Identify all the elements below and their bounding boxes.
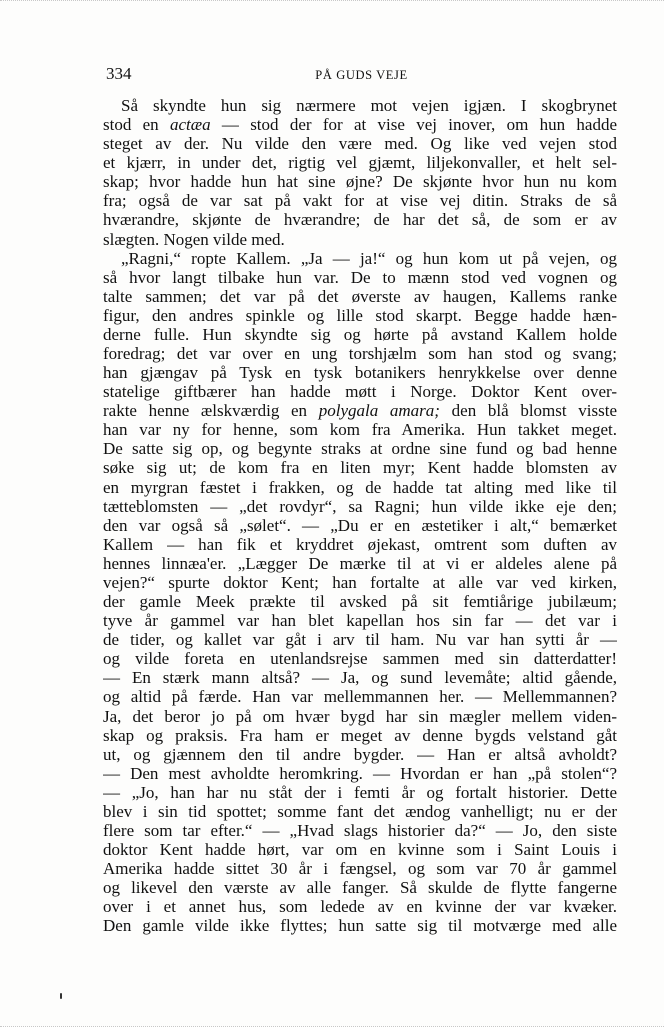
text-line: slægten. Nogen vilde med. xyxy=(103,229,285,249)
text-line: de tider, og kallet var gåt i arv til ham. Nu var han sytti år — xyxy=(103,630,617,650)
italic-term: polygala amara; xyxy=(318,401,440,421)
text-line: Amerika hadde sittet 30 år i fængsel, og som var 70 år gammel xyxy=(103,859,617,879)
text-line: et kjærr, in under det, rigtig vel gjæmt, liljekonvaller, et helt sel- xyxy=(103,153,617,173)
text-line: Kallem — han fik et kryddret øjekast, omtrent som duften av xyxy=(103,534,617,554)
ink-speck xyxy=(60,993,62,999)
text-line: og likevel den værste av alle fanger. Så skulde de flytte fangerne xyxy=(103,878,617,898)
text-line: De satte sig op, og begynte straks at ordne sine fund og bad henne xyxy=(103,439,617,459)
body-text xyxy=(103,96,617,935)
text-line: stod en actæa — stod der for at vise vej inover, om hun hadde xyxy=(103,115,617,135)
text-line: — Den mest avholdte heromkring. — Hvordan er han „på stolen“? xyxy=(103,763,617,783)
text-line: doktor Kent hadde hørt, var om en kvinne som i Saint Louis i xyxy=(103,840,617,860)
text-line: den var også så „sølet“. — „Du er en æstetiker i alt,“ bemærket xyxy=(103,515,617,535)
text-line: — En stærk mann altså? — Ja, og sund levemåte; altid gående, xyxy=(103,668,617,688)
page-header xyxy=(106,64,617,88)
text-line: „Ragni,“ ropte Kallem. „Ja — ja!“ og hun kom ut på vejen, og xyxy=(121,248,617,268)
page-number: 334 xyxy=(106,64,132,83)
text-line: foredrag; det var over en ung torshjælm som han stod og svang; xyxy=(103,344,617,364)
text-line: og altid på færde. Han var mellemmannen her. — Mellemmannen? xyxy=(103,687,617,707)
text-line: steget av der. Nu vilde den være med. Og like ved vejen stod xyxy=(103,134,617,154)
text-line: skap og praksis. Fra ham er meget av denne bygds velstand gåt xyxy=(103,725,617,745)
text-line: søke sig ut; de kom fra en liten myr; Kent hadde blomsten av xyxy=(103,458,617,478)
italic-term: actæa xyxy=(169,115,211,135)
text-line: blev i sin tid spottet; somme fant det ændog vanhelligt; nu er der xyxy=(103,801,617,821)
text-line: Den gamle vilde ikke flyttes; hun satte sig til motværge med alle xyxy=(103,916,617,936)
text-line: han var ny for henne, som kom fra Amerika. Hun takket meget. xyxy=(103,420,617,440)
text-line: tætteblomsten — „det rovdyr“, sa Ragni; hun vilde ikke eje den; xyxy=(103,496,617,516)
top-edge-border xyxy=(0,0,664,5)
text-line: over i et annet hus, som ledede av en kvinne der var kvæker. xyxy=(103,897,617,917)
text-line: ut, og gjænnem den til andre bygder. — Han er altså avholdt? xyxy=(103,744,617,764)
text-line: statelige giftbærer han hadde møtt i Norge. Doktor Kent over- xyxy=(103,382,617,402)
text-line: — „Jo, han har nu ståt der i femti år og fortalt historier. Dette xyxy=(103,782,617,802)
text-line: Så skyndte hun sig nærmere mot vejen igjæn. I skogbrynet xyxy=(121,96,617,115)
text-line: skap; hvor hadde hun hat sine øjne? De skjønte hvor hun nu kom xyxy=(103,172,617,192)
text-line: Ja, det beror jo på om hvær bygd har sin mægler mellem viden- xyxy=(103,706,617,726)
text-line: flere som tar efter.“ — „Hvad slags historier da?“ — Jo, den siste xyxy=(103,820,617,840)
text-line: han gjængav på Tysk en tysk botanikers henrykkelse over denne xyxy=(103,363,617,383)
text-line: figur, den andres spinkle og lille stod skarpt. Begge hadde hæn- xyxy=(103,305,617,325)
text-line: og vilde foreta en utenlandsrejse sammen med sin datterdatter! xyxy=(103,649,617,669)
text-line: hennes linnæa'er. „Lægger De mærke til at vi er aldeles alene på xyxy=(103,553,617,573)
text-line: derne fulle. Hun skyndte sig og hørte på avstand Kallem holde xyxy=(103,324,617,344)
text-line: tyve år gammel var han blet kapellan hos sin far — det var i xyxy=(103,611,617,631)
text-line: talte sammen; det var på det øverste av haugen, Kallems ranke xyxy=(103,286,617,306)
text-line: så hvor langt tilbake hun var. De to mænn stod ved vognen og xyxy=(103,267,617,287)
text-line: vejen?“ spurte doktor Kent; han fortalte at alle var ved kirken, xyxy=(103,572,617,592)
text-line: fra; også de var sat på vakt for at vise vej ditin. Straks de så xyxy=(103,191,617,211)
bottom-edge-border xyxy=(0,1022,664,1027)
text-line: hværandre, skjønte de hværandre; de har det så, de som er av xyxy=(103,210,617,230)
text-line: en myrgran fæstet i frakken, og de hadde tat alting med like til xyxy=(103,477,617,497)
running-title: PÅ GUDS VEJE xyxy=(315,68,408,82)
text-line: rakte henne ælskværdig en polygala amara; den blå blomst visste xyxy=(103,401,617,421)
text-line: der gamle Meek prækte til avsked på sit femtiårige jubilæum; xyxy=(103,592,617,612)
